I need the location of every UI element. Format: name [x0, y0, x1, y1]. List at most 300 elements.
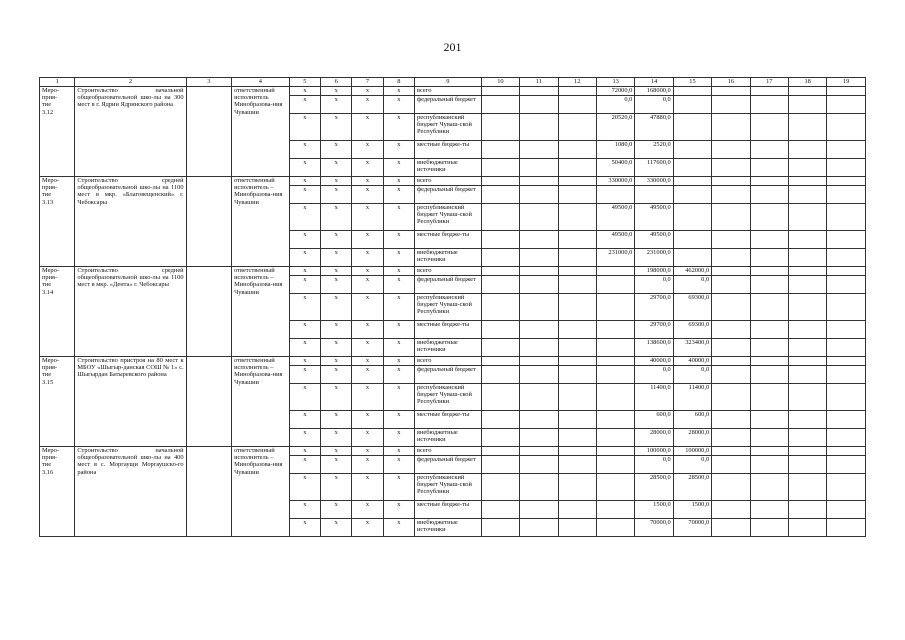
cell-mark: х	[289, 321, 320, 339]
cell-empty	[558, 456, 596, 474]
cell-mark: х	[352, 186, 383, 204]
cell-empty	[481, 204, 519, 231]
cell-empty	[520, 276, 558, 294]
cell-empty	[788, 339, 826, 357]
cell-mark: х	[289, 114, 320, 141]
cell-empty	[520, 249, 558, 267]
cell-empty	[558, 429, 596, 447]
value-col14: 70000,0	[635, 519, 673, 537]
value-col13: 50400,0	[596, 159, 634, 177]
cell-empty	[750, 249, 788, 267]
value-col15	[673, 114, 711, 141]
cell-empty	[788, 294, 826, 321]
cell-empty	[186, 267, 231, 357]
cell-empty	[750, 357, 788, 366]
cell-empty	[481, 276, 519, 294]
cell-mark: х	[289, 519, 320, 537]
cell-empty	[827, 177, 866, 186]
cell-empty	[558, 159, 596, 177]
cell-empty	[750, 384, 788, 411]
measure-code: Меро- прия- тие 3.15	[40, 357, 75, 447]
cell-mark: х	[289, 96, 320, 114]
measure-executor: ответственный исполнитель – Минобразова-ния Чувашии	[232, 357, 290, 447]
value-col14	[635, 186, 673, 204]
value-col14: 28500,0	[635, 474, 673, 501]
column-number: 17	[750, 78, 788, 87]
cell-empty	[827, 96, 866, 114]
value-col13	[596, 186, 634, 204]
cell-empty	[750, 321, 788, 339]
column-number: 11	[520, 78, 558, 87]
cell-empty	[481, 366, 519, 384]
value-col13	[596, 519, 634, 537]
cell-empty	[712, 321, 750, 339]
column-number: 1	[40, 78, 75, 87]
cell-empty	[558, 384, 596, 411]
value-col14: 0,0	[635, 96, 673, 114]
column-number: 8	[383, 78, 414, 87]
cell-empty	[481, 141, 519, 159]
cell-empty	[481, 474, 519, 501]
value-col15: 40000,0	[673, 357, 711, 366]
value-col13: 330000,0	[596, 177, 634, 186]
cell-empty	[827, 474, 866, 501]
cell-empty	[481, 501, 519, 519]
value-col15: 69300,0	[673, 321, 711, 339]
value-col13	[596, 366, 634, 384]
measure-code: Меро- прия- тие 3.16	[40, 447, 75, 537]
value-col15: 70000,0	[673, 519, 711, 537]
cell-empty	[827, 159, 866, 177]
cell-empty	[788, 501, 826, 519]
cell-empty	[481, 249, 519, 267]
cell-empty	[827, 366, 866, 384]
cell-mark: х	[289, 276, 320, 294]
cell-empty	[827, 294, 866, 321]
funding-source: всего	[415, 357, 482, 366]
cell-empty	[750, 447, 788, 456]
cell-mark: х	[321, 366, 352, 384]
cell-empty	[481, 357, 519, 366]
value-col13	[596, 267, 634, 276]
cell-empty	[750, 366, 788, 384]
column-number: 10	[481, 78, 519, 87]
funding-source: внебюджетные источники	[415, 159, 482, 177]
cell-empty	[827, 114, 866, 141]
cell-empty	[558, 519, 596, 537]
cell-empty	[750, 141, 788, 159]
cell-empty	[558, 339, 596, 357]
cell-empty	[520, 411, 558, 429]
cell-empty	[481, 159, 519, 177]
cell-empty	[520, 231, 558, 249]
cell-empty	[788, 456, 826, 474]
column-number: 4	[232, 78, 290, 87]
cell-empty	[186, 357, 231, 447]
cell-empty	[481, 267, 519, 276]
cell-mark: х	[352, 411, 383, 429]
measure-name: Строительство начальной общеобразовательной шко-лы на 300 мест в г. Ядрин Ядринского района	[75, 87, 186, 177]
cell-empty	[750, 114, 788, 141]
value-col14: 100000,0	[635, 447, 673, 456]
cell-empty	[520, 141, 558, 159]
cell-empty	[788, 186, 826, 204]
cell-mark: х	[383, 447, 414, 456]
value-col13	[596, 384, 634, 411]
cell-mark: х	[352, 366, 383, 384]
funding-source: республиканский бюджет Чуваш-ской Республики	[415, 474, 482, 501]
cell-mark: х	[321, 159, 352, 177]
cell-mark: х	[321, 474, 352, 501]
cell-mark: х	[383, 294, 414, 321]
cell-mark: х	[352, 177, 383, 186]
cell-empty	[750, 276, 788, 294]
cell-empty	[558, 501, 596, 519]
cell-empty	[712, 204, 750, 231]
cell-empty	[712, 114, 750, 141]
value-col14: 11400,0	[635, 384, 673, 411]
value-col13: 20520,0	[596, 114, 634, 141]
cell-empty	[712, 294, 750, 321]
cell-empty	[827, 231, 866, 249]
cell-empty	[520, 429, 558, 447]
cell-empty	[788, 267, 826, 276]
funding-source: всего	[415, 447, 482, 456]
funding-source: всего	[415, 87, 482, 96]
cell-empty	[186, 177, 231, 267]
cell-empty	[558, 186, 596, 204]
value-col14: 0,0	[635, 456, 673, 474]
cell-empty	[520, 357, 558, 366]
value-col14: 40000,0	[635, 357, 673, 366]
cell-empty	[750, 456, 788, 474]
cell-empty	[520, 366, 558, 384]
cell-empty	[481, 114, 519, 141]
cell-empty	[750, 96, 788, 114]
cell-empty	[481, 186, 519, 204]
cell-empty	[788, 519, 826, 537]
cell-mark: х	[383, 186, 414, 204]
cell-empty	[558, 249, 596, 267]
cell-empty	[750, 267, 788, 276]
cell-empty	[520, 474, 558, 501]
cell-mark: х	[289, 339, 320, 357]
cell-mark: х	[321, 384, 352, 411]
funding-source: республиканский бюджет Чуваш-ской Республики	[415, 294, 482, 321]
cell-empty	[558, 474, 596, 501]
cell-mark: х	[383, 177, 414, 186]
funding-source: местные бюдже-ты	[415, 411, 482, 429]
cell-empty	[750, 429, 788, 447]
cell-mark: х	[352, 96, 383, 114]
cell-empty	[750, 231, 788, 249]
cell-empty	[558, 141, 596, 159]
cell-empty	[712, 429, 750, 447]
cell-empty	[558, 276, 596, 294]
cell-empty	[827, 519, 866, 537]
cell-mark: х	[383, 519, 414, 537]
column-number: 3	[186, 78, 231, 87]
cell-mark: х	[289, 366, 320, 384]
cell-mark: х	[321, 501, 352, 519]
measure-name: Строительство средней общеобразовательной шко-лы на 1100 мест в мкр. «Благовещенский» г. Чебоксары	[75, 177, 186, 267]
cell-empty	[788, 249, 826, 267]
cell-mark: х	[383, 267, 414, 276]
header-row	[40, 78, 866, 87]
cell-empty	[750, 339, 788, 357]
cell-mark: х	[352, 249, 383, 267]
cell-mark: х	[383, 96, 414, 114]
cell-empty	[788, 321, 826, 339]
cell-empty	[558, 447, 596, 456]
cell-empty	[788, 114, 826, 141]
cell-mark: х	[321, 321, 352, 339]
column-number: 16	[712, 78, 750, 87]
cell-empty	[788, 177, 826, 186]
value-col13: 231000,0	[596, 249, 634, 267]
value-col15	[673, 204, 711, 231]
cell-empty	[520, 321, 558, 339]
value-col14: 29700,0	[635, 294, 673, 321]
cell-empty	[788, 357, 826, 366]
cell-mark: х	[289, 204, 320, 231]
value-col15	[673, 186, 711, 204]
value-col14: 231000,0	[635, 249, 673, 267]
cell-empty	[558, 204, 596, 231]
measure-executor: ответственный исполнитель Минобразова-ния Чувашии	[232, 87, 290, 177]
cell-empty	[558, 87, 596, 96]
cell-mark: х	[383, 384, 414, 411]
value-col15	[673, 87, 711, 96]
cell-mark: х	[383, 474, 414, 501]
value-col15: 0,0	[673, 366, 711, 384]
value-col13	[596, 456, 634, 474]
value-col14: 198000,0	[635, 267, 673, 276]
value-col14: 600,0	[635, 411, 673, 429]
cell-empty	[827, 411, 866, 429]
measure-name: Строительство начальной общеобразовательной шко-лы на 400 мест в с. Моргаущи Моргаушско-го района	[75, 447, 186, 537]
cell-empty	[558, 267, 596, 276]
cell-empty	[481, 96, 519, 114]
column-number: 9	[415, 78, 482, 87]
value-col13	[596, 357, 634, 366]
program-table	[39, 77, 866, 537]
cell-mark: х	[321, 519, 352, 537]
cell-mark: х	[289, 501, 320, 519]
cell-mark: х	[383, 87, 414, 96]
value-col15: 462000,0	[673, 267, 711, 276]
value-col13: 72000,0	[596, 87, 634, 96]
cell-empty	[481, 87, 519, 96]
table-row	[40, 357, 866, 366]
cell-empty	[750, 411, 788, 429]
value-col13: 49500,0	[596, 204, 634, 231]
cell-empty	[712, 159, 750, 177]
column-number: 6	[321, 78, 352, 87]
cell-mark: х	[289, 294, 320, 321]
cell-mark: х	[289, 249, 320, 267]
cell-empty	[520, 456, 558, 474]
cell-empty	[520, 447, 558, 456]
cell-empty	[712, 339, 750, 357]
page-number: 201	[443, 40, 462, 54]
measure-code: Меро- прия- тие 3.12	[40, 87, 75, 177]
cell-empty	[520, 114, 558, 141]
cell-mark: х	[321, 87, 352, 96]
value-col14: 47880,0	[635, 114, 673, 141]
value-col13: 1080,0	[596, 141, 634, 159]
funding-source: внебюджетные источники	[415, 429, 482, 447]
cell-empty	[520, 501, 558, 519]
cell-mark: х	[383, 204, 414, 231]
cell-empty	[520, 339, 558, 357]
cell-mark: х	[289, 141, 320, 159]
cell-empty	[750, 159, 788, 177]
cell-mark: х	[352, 474, 383, 501]
cell-mark: х	[321, 294, 352, 321]
value-col13: 0,0	[596, 96, 634, 114]
cell-mark: х	[289, 87, 320, 96]
cell-mark: х	[321, 357, 352, 366]
value-col14: 330000,0	[635, 177, 673, 186]
funding-source: местные бюдже-ты	[415, 321, 482, 339]
cell-empty	[481, 294, 519, 321]
cell-empty	[712, 87, 750, 96]
cell-empty	[520, 87, 558, 96]
cell-empty	[712, 249, 750, 267]
cell-empty	[712, 447, 750, 456]
table-row	[40, 87, 866, 96]
cell-empty	[520, 294, 558, 321]
funding-source: внебюджетные источники	[415, 339, 482, 357]
column-number: 18	[788, 78, 826, 87]
cell-empty	[827, 447, 866, 456]
table-row	[40, 447, 866, 456]
cell-mark: х	[289, 384, 320, 411]
value-col13	[596, 276, 634, 294]
value-col14: 28000,0	[635, 429, 673, 447]
value-col13	[596, 339, 634, 357]
value-col14: 0,0	[635, 276, 673, 294]
column-number: 5	[289, 78, 320, 87]
value-col15: 0,0	[673, 456, 711, 474]
cell-mark: х	[321, 429, 352, 447]
cell-mark: х	[321, 204, 352, 231]
cell-mark: х	[321, 267, 352, 276]
cell-empty	[558, 294, 596, 321]
cell-empty	[712, 357, 750, 366]
cell-empty	[558, 177, 596, 186]
value-col13	[596, 429, 634, 447]
cell-empty	[520, 267, 558, 276]
cell-mark: х	[289, 177, 320, 186]
value-col14: 29700,0	[635, 321, 673, 339]
cell-mark: х	[352, 267, 383, 276]
cell-mark: х	[352, 294, 383, 321]
value-col15: 600,0	[673, 411, 711, 429]
cell-empty	[712, 411, 750, 429]
cell-empty	[520, 159, 558, 177]
cell-empty	[750, 474, 788, 501]
cell-mark: х	[383, 339, 414, 357]
cell-mark: х	[352, 159, 383, 177]
cell-empty	[481, 519, 519, 537]
cell-mark: х	[321, 249, 352, 267]
cell-empty	[750, 186, 788, 204]
funding-source: всего	[415, 267, 482, 276]
funding-source: федеральный бюджет	[415, 366, 482, 384]
cell-empty	[520, 186, 558, 204]
cell-empty	[788, 141, 826, 159]
cell-empty	[481, 456, 519, 474]
cell-empty	[712, 276, 750, 294]
funding-source: внебюджетные источники	[415, 249, 482, 267]
cell-empty	[481, 321, 519, 339]
funding-source: внебюджетные источники	[415, 519, 482, 537]
cell-mark: х	[383, 456, 414, 474]
cell-empty	[558, 366, 596, 384]
cell-mark: х	[352, 357, 383, 366]
value-col15	[673, 177, 711, 186]
cell-mark: х	[383, 429, 414, 447]
value-col15: 1500,0	[673, 501, 711, 519]
cell-empty	[750, 204, 788, 231]
cell-empty	[712, 186, 750, 204]
column-number: 7	[352, 78, 383, 87]
cell-empty	[827, 186, 866, 204]
funding-source: всего	[415, 177, 482, 186]
funding-source: федеральный бюджет	[415, 456, 482, 474]
cell-mark: х	[383, 249, 414, 267]
cell-empty	[788, 411, 826, 429]
value-col14: 168000,0	[635, 87, 673, 96]
cell-mark: х	[321, 177, 352, 186]
cell-mark: х	[352, 141, 383, 159]
cell-mark: х	[383, 321, 414, 339]
value-col15: 100000,0	[673, 447, 711, 456]
cell-empty	[788, 96, 826, 114]
cell-empty	[788, 366, 826, 384]
value-col15: 0,0	[673, 276, 711, 294]
value-col13	[596, 474, 634, 501]
value-col15	[673, 249, 711, 267]
cell-mark: х	[383, 276, 414, 294]
cell-mark: х	[352, 339, 383, 357]
cell-empty	[558, 96, 596, 114]
cell-empty	[788, 204, 826, 231]
cell-mark: х	[289, 474, 320, 501]
measure-name: Строительство пристроя на 80 мест к МБОУ «Шыгыр-данская СОШ № 1» с. Шыгырдан Батыревского района	[75, 357, 186, 447]
cell-empty	[827, 429, 866, 447]
cell-empty	[558, 114, 596, 141]
cell-mark: х	[289, 456, 320, 474]
cell-empty	[712, 141, 750, 159]
cell-mark: х	[383, 357, 414, 366]
cell-empty	[481, 447, 519, 456]
cell-empty	[827, 357, 866, 366]
cell-empty	[186, 87, 231, 177]
column-number: 19	[827, 78, 866, 87]
cell-empty	[712, 501, 750, 519]
cell-mark: х	[321, 186, 352, 204]
cell-empty	[827, 339, 866, 357]
cell-mark: х	[321, 447, 352, 456]
cell-empty	[827, 141, 866, 159]
cell-empty	[481, 429, 519, 447]
cell-empty	[481, 231, 519, 249]
value-col13	[596, 411, 634, 429]
cell-mark: х	[352, 429, 383, 447]
